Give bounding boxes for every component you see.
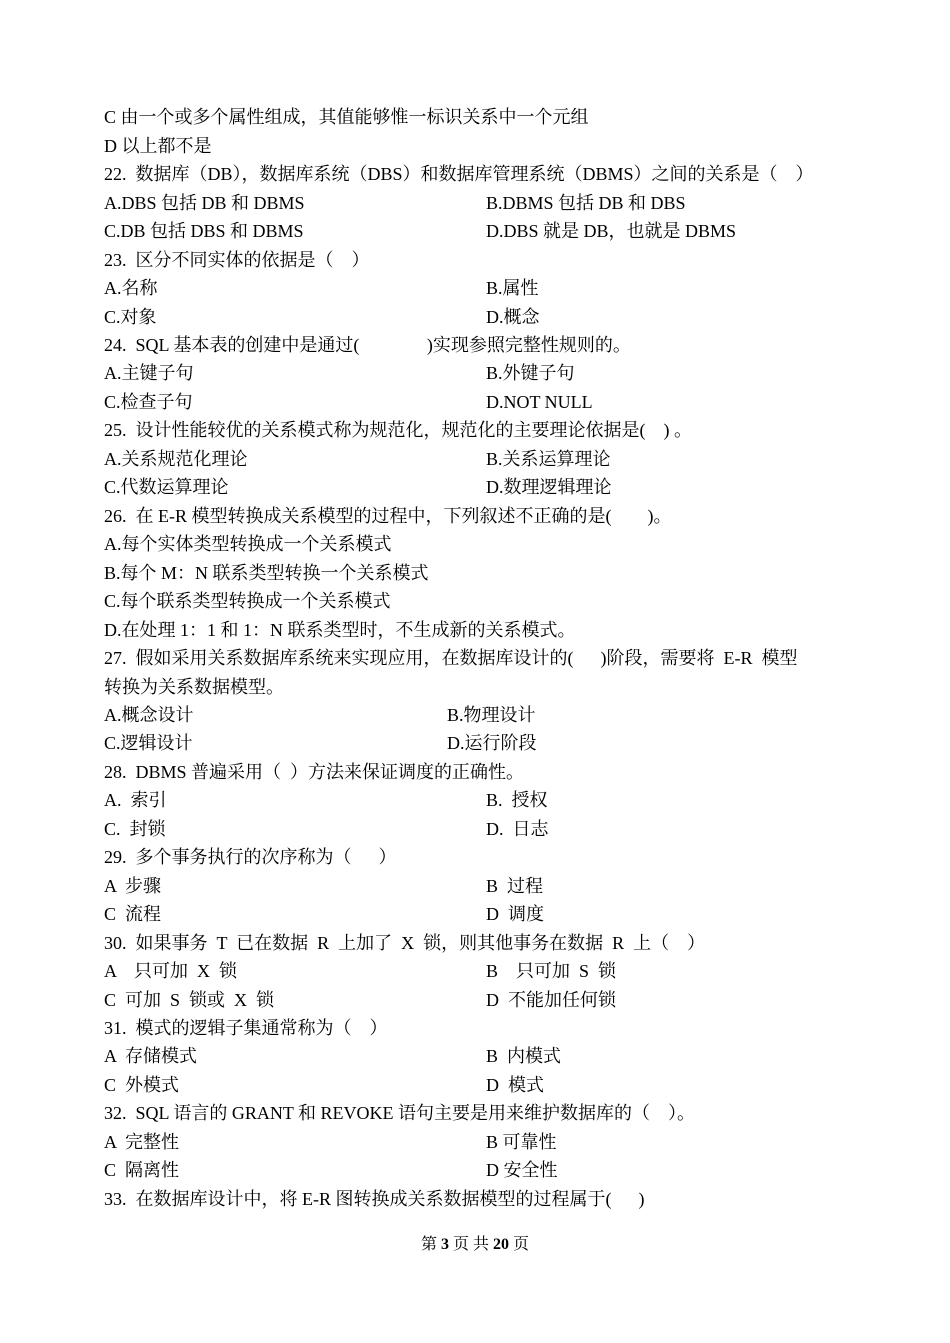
q22-option-a: A.DBS 包括 DB 和 DBMS bbox=[104, 193, 305, 213]
current-page-number: 3 bbox=[440, 1236, 449, 1253]
q25-option-b: B.关系运算理论 bbox=[486, 449, 611, 469]
question-24: 24. SQL 基本表的创建中是通过( )实现参照完整性规则的。 bbox=[104, 335, 631, 355]
q22-option-d: D.DBS 就是 DB，也就是 DBMS bbox=[486, 221, 737, 241]
q31-option-a: A 存储模式 bbox=[104, 1046, 198, 1066]
q29-option-d: D 调度 bbox=[486, 904, 544, 924]
question-27: 27. 假如采用关系数据库系统来实现应用，在数据库设计的( )阶段，需要将 E-R 模型 bbox=[104, 648, 798, 668]
q23-option-c: C.对象 bbox=[104, 307, 157, 327]
q24-option-b: B.外键子句 bbox=[486, 363, 575, 383]
q31-option-c: C 外模式 bbox=[104, 1075, 180, 1095]
question-27-continued: 转换为关系数据模型。 bbox=[104, 677, 284, 697]
footer-suffix: 页 bbox=[509, 1236, 530, 1253]
q30-option-b: B 只可加 S 锁 bbox=[486, 961, 617, 981]
q30-option-d: D 不能加任何锁 bbox=[486, 990, 616, 1010]
q30-option-c: C 可加 S 锁或 X 锁 bbox=[104, 990, 275, 1010]
total-page-count: 20 bbox=[493, 1236, 509, 1253]
option-c-prev: C 由一个或多个属性组成，其值能够惟一标识关系中一个元组 bbox=[104, 107, 589, 127]
page-footer bbox=[0, 1233, 950, 1257]
question-29: 29. 多个事务执行的次序称为（ ） bbox=[104, 847, 397, 867]
q24-option-d: D.NOT NULL bbox=[486, 392, 593, 412]
question-25: 25. 设计性能较优的关系模式称为规范化，规范化的主要理论依据是( ) 。 bbox=[104, 420, 692, 440]
question-30: 30. 如果事务 T 已在数据 R 上加了 X 锁，则其他事务在数据 R 上（ ） bbox=[104, 933, 706, 953]
q28-option-a: A. 索引 bbox=[104, 790, 167, 810]
q25-option-d: D.数理逻辑理论 bbox=[486, 477, 612, 497]
q29-option-c: C 流程 bbox=[104, 904, 162, 924]
q26-option-c: C.每个联系类型转换成一个关系模式 bbox=[104, 591, 391, 611]
question-32: 32. SQL 语言的 GRANT 和 REVOKE 语句主要是用来维护数据库的（ ）。 bbox=[104, 1103, 696, 1123]
q23-option-b: B.属性 bbox=[486, 278, 539, 298]
footer-prefix: 第 bbox=[420, 1236, 441, 1253]
q31-option-b: B 内模式 bbox=[486, 1046, 562, 1066]
q28-option-b: B. 授权 bbox=[486, 790, 548, 810]
q30-option-a: A 只可加 X 锁 bbox=[104, 961, 238, 981]
q23-option-d: D.概念 bbox=[486, 307, 540, 327]
q22-option-b: B.DBMS 包括 DB 和 DBS bbox=[486, 193, 686, 213]
q23-option-a: A.名称 bbox=[104, 278, 158, 298]
q24-option-c: C.检查子句 bbox=[104, 392, 193, 412]
q27-option-c: C.逻辑设计 bbox=[104, 733, 193, 753]
question-26: 26. 在 E-R 模型转换成关系模型的过程中，下列叙述不正确的是( )。 bbox=[104, 506, 672, 526]
q32-option-a: A 完整性 bbox=[104, 1132, 180, 1152]
q25-option-a: A.关系规范化理论 bbox=[104, 449, 248, 469]
q32-option-b: B 可靠性 bbox=[486, 1132, 557, 1152]
q29-option-a: A 步骤 bbox=[104, 876, 162, 896]
q26-option-d: D.在处理 1：1 和 1：N 联系类型时，不生成新的关系模式。 bbox=[104, 620, 576, 640]
q32-option-c: C 隔离性 bbox=[104, 1160, 180, 1180]
q25-option-c: C.代数运算理论 bbox=[104, 477, 229, 497]
q32-option-d: D 安全性 bbox=[486, 1160, 558, 1180]
q24-option-a: A.主键子句 bbox=[104, 363, 194, 383]
question-23: 23. 区分不同实体的依据是（ ） bbox=[104, 250, 370, 270]
question-31: 31. 模式的逻辑子集通常称为（ ） bbox=[104, 1018, 388, 1038]
q31-option-d: D 模式 bbox=[486, 1075, 544, 1095]
q22-option-c: C.DB 包括 DBS 和 DBMS bbox=[104, 221, 304, 241]
q29-option-b: B 过程 bbox=[486, 876, 544, 896]
question-22: 22. 数据库（DB），数据库系统（DBS）和数据库管理系统（DBMS）之间的关系是（ ） bbox=[104, 164, 814, 184]
q26-option-b: B.每个 M：N 联系类型转换一个关系模式 bbox=[104, 563, 429, 583]
option-d-prev: D 以上都不是 bbox=[104, 136, 212, 156]
q27-option-b: B.物理设计 bbox=[447, 705, 536, 725]
question-33: 33. 在数据库设计中，将 E-R 图转换成关系数据模型的过程属于( ) bbox=[104, 1189, 645, 1209]
q27-option-d: D.运行阶段 bbox=[447, 733, 537, 753]
q28-option-d: D. 日志 bbox=[486, 819, 549, 839]
q27-option-a: A.概念设计 bbox=[104, 705, 194, 725]
footer-middle: 页 共 bbox=[448, 1236, 493, 1253]
question-28: 28. DBMS 普遍采用（ ）方法来保证调度的正确性。 bbox=[104, 762, 525, 782]
q28-option-c: C. 封锁 bbox=[104, 819, 166, 839]
q26-option-a: A.每个实体类型转换成一个关系模式 bbox=[104, 534, 392, 554]
